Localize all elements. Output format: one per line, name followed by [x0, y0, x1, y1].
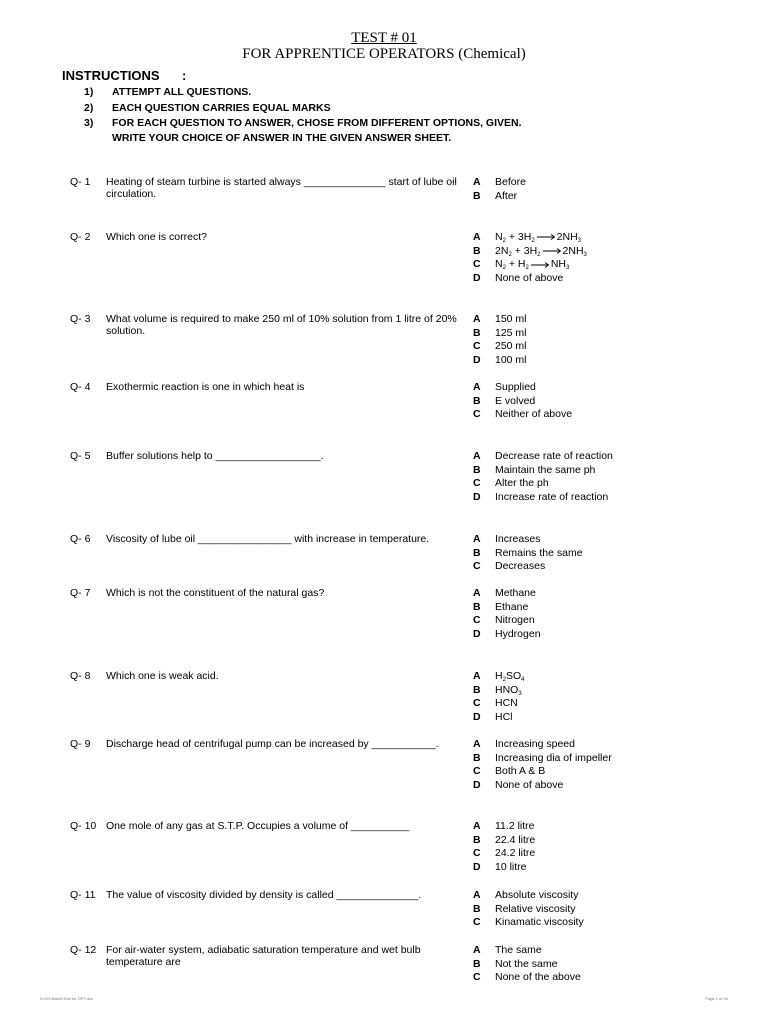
answer-option [473, 752, 673, 766]
option-text: Absolute viscosity [495, 889, 579, 901]
answer-option [473, 408, 673, 422]
option-text: 100 ml [495, 354, 527, 367]
subscript: 3 [518, 690, 522, 697]
answer-option [473, 903, 673, 917]
answer-option [473, 820, 673, 834]
answer-option [473, 395, 673, 409]
option-letter: C [473, 971, 481, 984]
option-letter: A [473, 231, 481, 243]
question-text: Which one is correct? [106, 231, 207, 243]
option-text: Nitrogen [495, 614, 535, 627]
option-letter: D [473, 861, 481, 874]
option-letter: B [473, 902, 481, 915]
question-number: Q- 8 [70, 670, 91, 682]
option-letter: C [473, 477, 481, 490]
option-text: Increasing speed [495, 738, 575, 750]
answer-option [473, 560, 673, 574]
answer-option [473, 847, 673, 861]
option-letter: A [473, 533, 481, 545]
subscript: 2 [525, 265, 529, 272]
answer-option [473, 601, 673, 615]
option-text: Not the same [495, 957, 558, 970]
question-number: Q- 3 [70, 313, 91, 325]
option-letter: B [473, 600, 481, 613]
option-letter: B [473, 394, 481, 407]
option-text: Ethane [495, 600, 529, 613]
option-text: Relative viscosity [495, 902, 576, 915]
answer-option [473, 684, 673, 698]
reaction-arrow-icon [535, 232, 557, 242]
option-text [495, 258, 569, 271]
option-text: Kinamatic viscosity [495, 916, 584, 929]
answer-option [473, 958, 673, 972]
answer-option [473, 670, 673, 684]
question-number: Q- 4 [70, 381, 91, 393]
question-text: Exothermic reaction is one in which heat is [106, 381, 305, 393]
answer-option [473, 245, 673, 259]
question-text: What volume is required to make 250 ml of 10% solution from 1 litre of 20% solution. [106, 313, 457, 337]
option-letter: B [473, 546, 481, 559]
formula-part: 2N [495, 244, 509, 257]
answer-option [473, 971, 673, 985]
formula-part: NH [550, 258, 567, 271]
instructions-heading: INSTRUCTIONS [62, 68, 160, 83]
question-text: One mole of any gas at S.T.P. Occupies a volume of __________ [106, 820, 410, 832]
option-letter: B [473, 751, 481, 764]
option-letter: A [473, 820, 481, 832]
answer-option [473, 190, 673, 204]
subscript: 2 [531, 238, 535, 244]
option-letter: C [473, 340, 481, 353]
subscript: 2 [508, 251, 512, 258]
answer-option [473, 491, 673, 505]
option-text: Decreases [495, 560, 546, 573]
option-text: The same [495, 944, 542, 956]
instruction-number: 1) [84, 86, 94, 98]
option-letter: A [473, 587, 481, 599]
option-letter: B [473, 244, 481, 257]
reaction-arrow-icon [529, 260, 551, 270]
formula-part: N [495, 258, 503, 271]
subscript: 2 [502, 677, 506, 683]
answer-option [473, 916, 673, 930]
question-number: Q- 1 [70, 176, 91, 188]
question-text: Which is not the constituent of the natural gas? [106, 587, 325, 599]
option-text: Supplied [495, 381, 536, 393]
option-text: 125 ml [495, 326, 527, 339]
answer-option [473, 533, 673, 547]
option-letter: C [473, 697, 481, 710]
question-text: The value of viscosity divided by density is called ______________. [106, 889, 422, 901]
option-text [495, 684, 522, 697]
option-text: Increasing dia of impeller [495, 751, 612, 764]
option-letter: C [473, 765, 481, 778]
instruction-number: 2) [84, 102, 94, 114]
answer-option [473, 587, 673, 601]
option-text [495, 245, 587, 258]
footer-left: D:\OS Batch\Test for OPT.doc [40, 996, 93, 1001]
question-number: Q- 9 [70, 738, 91, 750]
question-text: For air-water system, adiabatic saturation temperature and wet bulb temperature are [106, 944, 421, 968]
option-letter: B [473, 957, 481, 970]
option-letter: A [473, 944, 481, 956]
question-number: Q- 2 [70, 231, 91, 243]
answer-option [473, 381, 673, 395]
instruction-text: EACH QUESTION CARRIES EQUAL MARKS [112, 102, 331, 114]
option-letter: D [473, 354, 481, 367]
question-number: Q- 7 [70, 587, 91, 599]
subscript: 2 [537, 251, 541, 258]
option-letter: D [473, 272, 481, 285]
option-letter: D [473, 628, 481, 641]
option-letter: A [473, 381, 481, 393]
option-text: 11.2 litre [495, 820, 535, 832]
option-text: None of above [495, 272, 564, 285]
option-letter: A [473, 670, 481, 682]
formula-part: SO [505, 670, 522, 682]
answer-option [473, 614, 673, 628]
option-text: After [495, 189, 518, 202]
option-letter: C [473, 258, 481, 271]
option-letter: C [473, 847, 481, 860]
subscript: 2 [502, 238, 506, 244]
question-number: Q- 12 [70, 944, 97, 956]
test-title: TEST # 01 [351, 30, 417, 46]
answer-option [473, 272, 673, 286]
option-letter: A [473, 450, 481, 462]
question-text: Viscosity of lube oil ________________ with increase in temperature. [106, 533, 430, 545]
answer-option [473, 738, 673, 752]
option-text: Alter the ph [495, 477, 549, 490]
question-text: Heating of steam turbine is started always ______________ start of lube oil circulation. [106, 176, 457, 200]
formula-part: 2NH [556, 231, 578, 243]
formula-part: HNO [495, 683, 519, 696]
option-letter: B [473, 833, 481, 846]
answer-option [473, 464, 673, 478]
option-text [495, 231, 581, 244]
answer-option [473, 547, 673, 561]
answer-option [473, 313, 673, 327]
option-text: Maintain the same ph [495, 463, 596, 476]
answer-option [473, 231, 673, 245]
formula-part: 2NH [562, 244, 584, 257]
instruction-text: ATTEMPT ALL QUESTIONS. [112, 86, 252, 98]
option-text: 150 ml [495, 313, 527, 325]
question-number: Q- 5 [70, 450, 91, 462]
option-letter: D [473, 491, 481, 504]
question-text: Buffer solutions help to __________________. [106, 450, 324, 462]
question-number: Q- 6 [70, 533, 91, 545]
subscript: 3 [577, 238, 582, 244]
answer-option [473, 258, 673, 272]
formula-part: + 3H [511, 244, 538, 257]
option-text: 22.4 litre [495, 833, 536, 846]
answer-option [473, 327, 673, 341]
answer-option [473, 450, 673, 464]
subscript: 3 [566, 265, 570, 272]
option-letter: B [473, 683, 481, 696]
question-text: Which one is weak acid. [106, 670, 219, 682]
instructions-colon: : [182, 68, 187, 83]
footer-right: Page 1 of 34 [705, 996, 728, 1001]
answer-option [473, 340, 673, 354]
option-text: HCl [495, 711, 513, 724]
answer-option [473, 711, 673, 725]
option-letter: D [473, 711, 481, 724]
option-text: Remains the same [495, 546, 583, 559]
option-text: None of the above [495, 971, 581, 984]
option-letter: B [473, 189, 481, 202]
answer-option [473, 834, 673, 848]
option-text: Before [495, 176, 526, 188]
option-text: Hydrogen [495, 628, 541, 641]
answer-option [473, 477, 673, 491]
answer-option [473, 765, 673, 779]
option-letter: C [473, 560, 481, 573]
answer-option [473, 779, 673, 793]
option-text [495, 670, 524, 683]
option-letter: C [473, 614, 481, 627]
option-letter: A [473, 176, 481, 188]
option-text: Methane [495, 587, 536, 599]
option-letter: B [473, 326, 481, 339]
option-letter: A [473, 738, 481, 750]
option-text: 24.2 litre [495, 847, 536, 860]
question-number: Q- 10 [70, 820, 97, 832]
option-text: Increase rate of reaction [495, 491, 609, 504]
answer-option [473, 176, 673, 190]
reaction-arrow-icon [541, 246, 563, 256]
answer-option [473, 944, 673, 958]
answer-option [473, 861, 673, 875]
option-letter: C [473, 916, 481, 929]
option-letter: A [473, 313, 481, 325]
formula-part: + H [505, 258, 526, 271]
answer-option [473, 354, 673, 368]
option-text: Decrease rate of reaction [495, 450, 613, 462]
answer-option [473, 697, 673, 711]
question-text: Discharge head of centrifugal pump can be increased by ___________. [106, 738, 439, 750]
option-text: Both A & B [495, 765, 546, 778]
instruction-number: 3) [84, 117, 94, 129]
option-letter: A [473, 889, 481, 901]
question-number: Q- 11 [70, 889, 96, 901]
option-text: E volved [495, 394, 536, 407]
answer-option [473, 889, 673, 903]
option-letter: C [473, 408, 481, 421]
option-text: HCN [495, 697, 518, 710]
subscript: 4 [521, 677, 525, 683]
option-text: 250 ml [495, 340, 527, 353]
test-subtitle: FOR APPRENTICE OPERATORS (Chemical) [242, 46, 526, 62]
instruction-text: FOR EACH QUESTION TO ANSWER, CHOSE FROM DIFFERENT OPTIONS, GIVEN. [112, 117, 522, 129]
subscript: 3 [583, 251, 587, 258]
option-text: None of above [495, 779, 564, 792]
option-text: Increases [495, 533, 541, 545]
option-text: 10 litre [495, 861, 527, 874]
subscript: 2 [502, 265, 506, 272]
option-letter: B [473, 463, 481, 476]
option-text: Neither of above [495, 408, 573, 421]
formula-part: H [495, 670, 503, 682]
answer-option [473, 628, 673, 642]
formula-part: N [495, 231, 503, 243]
instruction-text: WRITE YOUR CHOICE OF ANSWER IN THE GIVEN ANSWER SHEET. [112, 132, 452, 144]
option-letter: D [473, 779, 481, 792]
formula-part: + 3H [505, 231, 532, 243]
